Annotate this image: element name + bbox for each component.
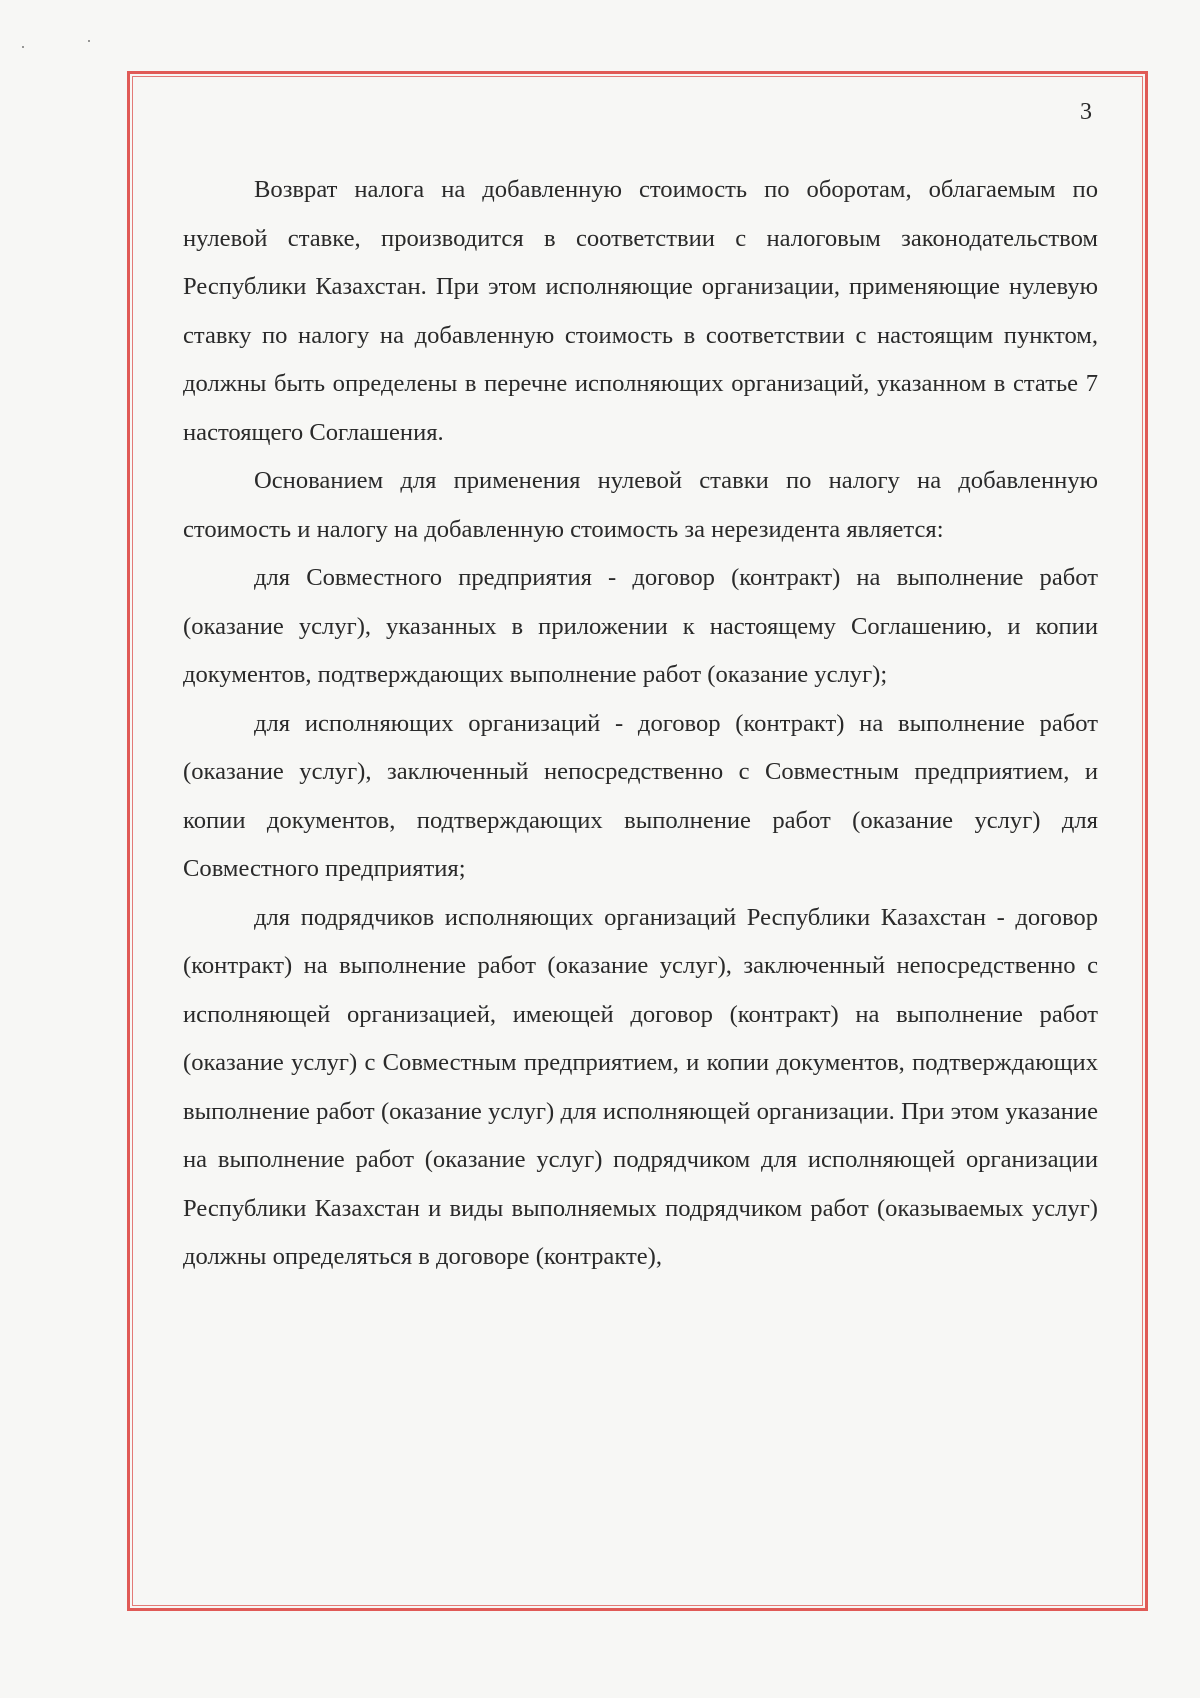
- document-body: [183, 166, 1098, 1282]
- page-number: 3: [1080, 99, 1092, 125]
- scan-speck: [22, 46, 24, 48]
- paragraph-vat-refund: Возврат налога на добавленную стоимость по оборотам, облагаемым по нулевой ставке, производится в соответствии с налоговым законодательством Республики Казахстан. При этом исполняющие организации, применяющие нулевую ставку по налогу на добавленную стоимость в соответствии с настоящим пунктом, должны быть определены в перечне исполняющих организаций, указанном в статье 7 настоящего Соглашения.: [183, 176, 1098, 446]
- paragraph-executing-organizations: для исполняющих организаций - договор (контракт) на выполнение работ (оказание услуг), заключенный непосредственно с Совместным предприятием, и копии документов, подтверждающих выполнение работ (оказание услуг) для Совместного предприятия;: [183, 709, 1098, 882]
- scan-speck: [88, 40, 90, 42]
- paragraph-zero-rate-basis: Основанием для применения нулевой ставки по налогу на добавленную стоимость и налогу на добавленную стоимость за нерезидента является:: [183, 467, 1098, 543]
- paragraph-joint-venture: для Совместного предприятия - договор (контракт) на выполнение работ (оказание услуг), указанных в приложении к настоящему Соглашению, и копии документов, подтверждающих выполнение работ (оказание услуг);: [183, 564, 1098, 688]
- paragraph-subcontractors: для подрядчиков исполняющих организаций Республики Казахстан - договор (контракт) на выполнение работ (оказание услуг), заключенный непосредственно с исполняющей организацией, имеющей договор (контракт) на выполнение работ (оказание услуг) с Совместным предприятием, и копии документов, подтверждающих выполнение работ (оказание услуг) для исполняющей организации. При этом указание на выполнение работ (оказание услуг) подрядчиком для исполняющей организации Республики Казахстан и виды выполняемых подрядчиком работ (оказываемых услуг) должны определяться в договоре (контракте),: [183, 903, 1098, 1270]
